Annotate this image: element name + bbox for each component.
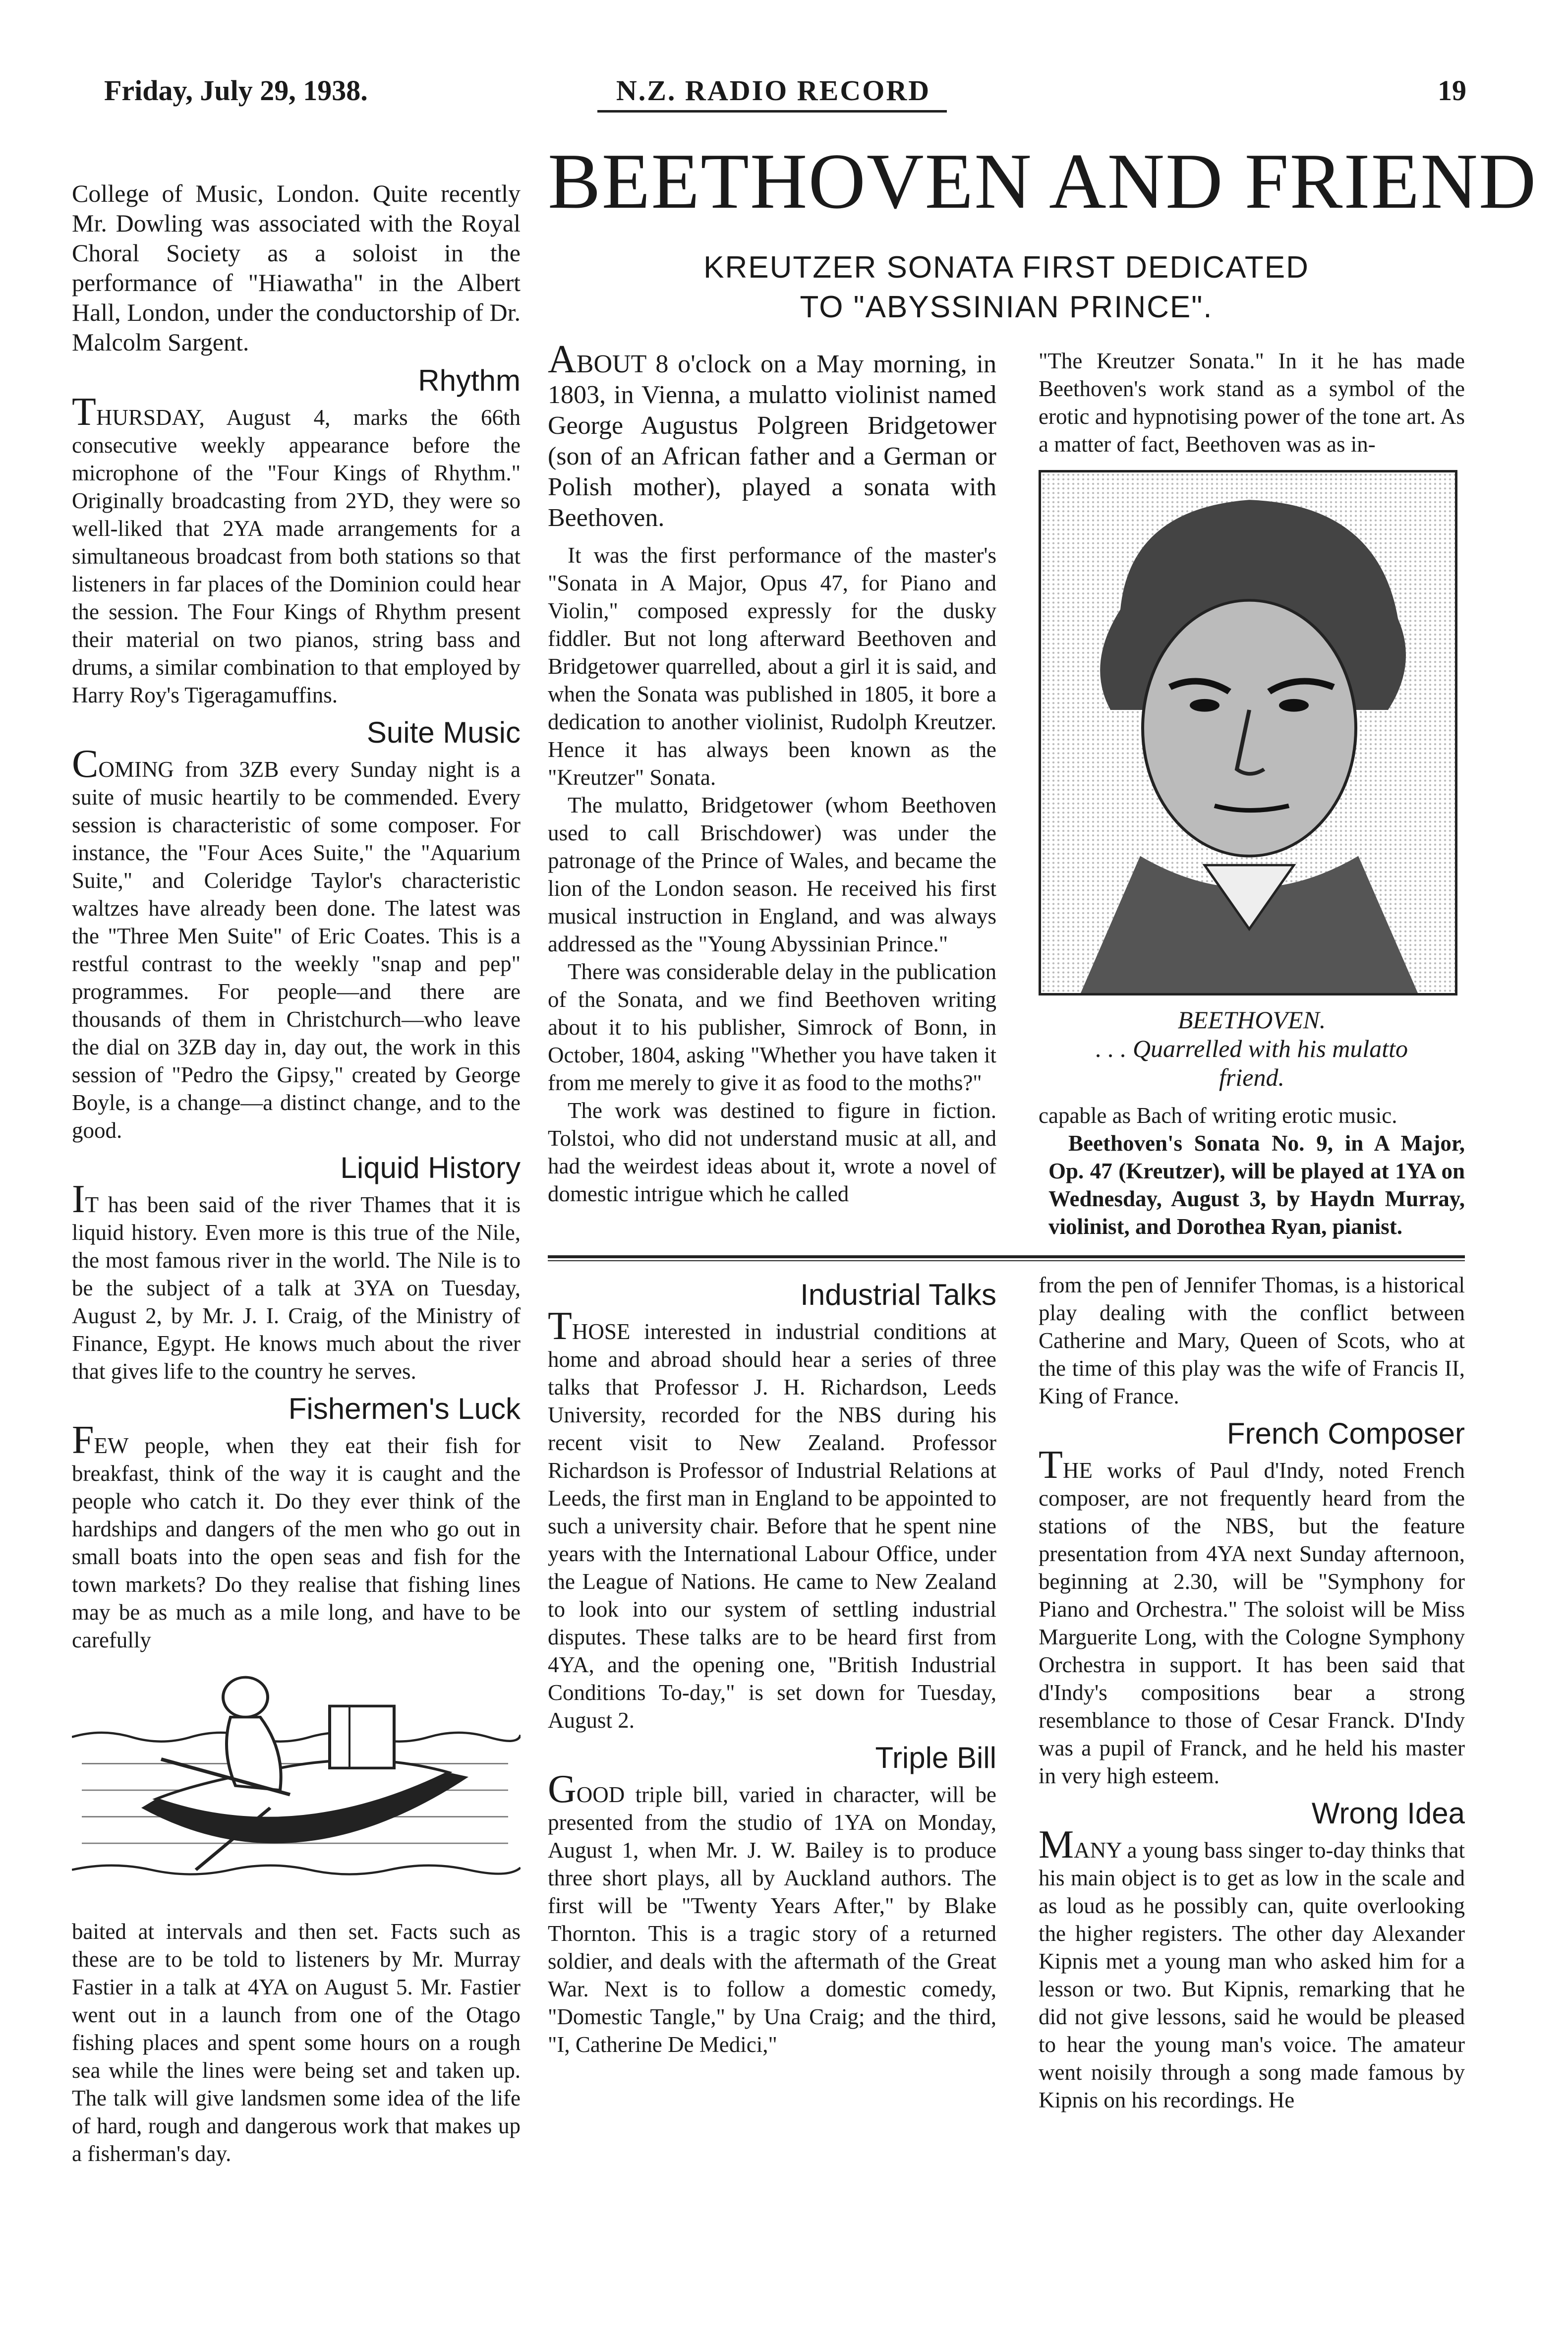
fishermen-body: FEW people, when they eat their fish for breakfast, think of the way it is caught and the people who catch it. Do they ever think of the hardships and dangers of the men who go out in small boats into the open seas and fish for the town markets? Do they realise that fishing lines may be as much as a mile long, and have to be carefully <box>72 1418 521 1652</box>
bottom-column-1 <box>548 1271 996 2058</box>
portrait-caption <box>1039 1005 1465 1092</box>
caption-text: . . . Quarrelled with his mulatto friend. <box>1095 1035 1408 1091</box>
fishermen-body-cont: baited at intervals and then set. Facts such as these are to be told to listeners by Mr. Murray Fastier in a talk at 4YA on August 5. Mr. Fastier went out in a launch from one of the Otago fishing places and spent some hours on a rough sea while the lines were being set and taken up. The talk will give landsmen some idea of the life of hard, rough and dangerous work that makes up a fisherman's day. <box>72 1919 521 2166</box>
feature-paragraph: There was considerable delay in the publication of the Sonata, and we find Beethoven writing about it to his publisher, Simrock of Bonn, in October, 1804, asking "Whether you have taken it from me merely to give it as food to the moths?" <box>548 959 996 1095</box>
liquid-body: IT has been said of the river Thames that it is liquid history. Even more is this true of the Nile, the most famous river in the world. The Nile is to be the subject of a talk at 3YA on Tuesday, August 2, by Mr. J. I. Craig, of the Ministry of Finance, Egypt. He knows much about the river that gives life to the country he serves. <box>72 1177 521 1384</box>
triple-body: GOOD triple bill, varied in character, will be presented from the studio of 1YA on Monday, August 1, when Mr. J. W. Bailey is to produce three short plays, all by Auckland authors. The first will be "Twenty Years After," by Blake Thornton. This is a tragic story of a returned soldier, and deals with the aftermath of the Great War. Next is to follow a domestic comedy, "Domestic Tangle," by Una Craig; and the third, "I, Catherine De Medici," <box>548 1767 996 2057</box>
feature-subtitle-2: TO "ABYSSINIAN PRINCE". <box>800 290 1213 324</box>
right-area <box>548 137 1537 2114</box>
masthead: N.Z. RADIO RECORD <box>616 74 931 107</box>
fisherman-cartoon <box>72 1662 521 1910</box>
heading-wrong-idea: Wrong Idea <box>1311 1797 1465 1830</box>
feature-paragraph: "The Kreutzer Sonata." In it he has made Beethoven's work stand as a symbol of the erotic and hypnotising power of the tone art. As a matter of fact, Beethoven was as in- <box>1039 349 1465 457</box>
feature-paragraph: It was the first performance of the master's "Sonata in A Major, Opus 47, for Piano and Violin," composed expressly for the dusky fiddler. But not long afterward Beethoven and Bridgetower quarrelled, about a girl it is said, and when the Sonata was published in 1805, it bore a dedication to another violinist, Rudolph Kreutzer. Hence it has always been known as the "Kreutzer" Sonata. <box>548 543 996 790</box>
french-body: THE works of Paul d'Indy, noted French composer, are not frequently heard from the stations of the NBS, but the feature presentation from 4YA next Sunday afternoon, beginning at 2.30, will be "Symphony for Piano and Orchestra." The soloist will be Miss Marguerite Long, with the Cologne Symphony Orchestra in support. It has been said that d'Indy's compositions bear a strong resemblance to those of Cesar Franck. D'Indy was a pupil of Franck, and he held his master in very high esteem. <box>1039 1443 1465 1788</box>
wrong-body: MANY a young bass singer to-day thinks that his main object is to get as low in the scale and as loud as he possibly can, quite overlooking the higher registers. The other day Alexander Kipnis met a young man who asked him for a lesson or two. But Kipnis, remarking that he did not give lessons, said he would be pleased to hear the young man's voice. The amateur went noisily through a song made famous by Kipnis on his recordings. He <box>1039 1823 1465 2112</box>
bottom-columns <box>548 1271 1465 2114</box>
heading-fishermens-luck: Fishermen's Luck <box>288 1392 521 1425</box>
heading-rhythm: Rhythm <box>418 364 521 397</box>
heading-french-composer: French Composer <box>1226 1417 1465 1450</box>
section-divider <box>548 1255 1465 1258</box>
caption-name: BEETHOVEN. <box>1177 1006 1326 1034</box>
broadcast-notice: Beethoven's Sonata No. 9, in A Major, Op. 47 (Kreutzer), will be played at 1YA on Wednesday, August 3, by Haydn Murray, violinist, and Dorothea Ryan, pianist. <box>1048 1131 1465 1239</box>
feature-column-2 <box>1039 347 1465 1240</box>
feature-title: BEETHOVEN AND FRIEND <box>548 137 1537 225</box>
feature-paragraph: The mulatto, Bridgetower (whom Beethoven used to call Brischdower) was under the patronage of the Prince of Wales, and became the lion of the London season. He received his first musical instruction in England, and was always addressed as the "Young Abyssinian Prince." <box>548 793 996 956</box>
bottom-column-2 <box>1039 1271 1465 2114</box>
feature-paragraph: The work was destined to figure in fiction. Tolstoi, who did not understand music at all, and had the weirdest ideas about it, wrote a novel of domestic intrigue which he called <box>548 1098 996 1206</box>
feature-subtitle-1: KREUTZER SONATA FIRST DEDICATED <box>703 250 1309 285</box>
page-number: 19 <box>1438 74 1466 107</box>
suite-body: COMING from 3ZB every Sunday night is a suite of music heartily to be commended. Every session is characteristic of some composer. For instance, the "Four Aces Suite," the "Aquarium Suite," and Coleridge Taylor's characteristic waltzes have already been done. The latest was the "Three Men Suite" of Eric Coates. This is a restful contrast to the weekly "snap and pep" programmes. For people—and there are thousands of them in Christchurch—who leave the dial on 3ZB day in, day out, the work in this session of "Pedro the Gipsy," created by George Boyle, is a change—a distinct change, and to the good. <box>72 742 521 1143</box>
feature-lead: ABOUT 8 o'clock on a May morning, in 1803, in Vienna, a mulatto violinist named George Augustus Polgreen Bridgetower (son of an African father and a German or Polish mother), played a sonata with Beethoven. <box>548 338 996 532</box>
heading-triple-bill: Triple Bill <box>875 1741 996 1774</box>
feature-column-1 <box>548 338 996 1208</box>
section-divider-thin <box>548 1260 1465 1261</box>
heading-suite-music: Suite Music <box>366 716 521 749</box>
rhythm-body: THURSDAY, August 4, marks the 66th consecutive weekly appearance before the microphone of the "Four Kings of Rhythm." Originally broadcasting from 2YD, they were so well-liked that 2YA made arrangements for a simultaneous broadcast from both stations so that listeners in far places of the Dominion could hear the session. The Four Kings of Rhythm present their material on two pianos, string bass and drums, a similar combination to that employed by Harry Roy's Tigeragamuffins. <box>72 390 521 707</box>
heading-industrial-talks: Industrial Talks <box>800 1278 996 1311</box>
feature-paragraph: capable as Bach of writing erotic music. <box>1039 1103 1397 1128</box>
heading-liquid-history: Liquid History <box>340 1151 521 1184</box>
issue-date: Friday, July 29, 1938. <box>104 74 368 107</box>
beethoven-portrait <box>1039 470 1457 995</box>
masthead-underline <box>597 110 947 113</box>
intro-text: College of Music, London. Quite recently Mr. Dowling was associated with the Royal Choral Society as a soloist in the performance of "Hiawatha" in the Albert Hall, London, under the conductorship of Dr. Malcolm Sargent. <box>72 179 521 356</box>
triple-body-cont: from the pen of Jennifer Thomas, is a historical play dealing with the conflict between Catherine and Mary, Queen of Scots, who at the time of this play was the wife of Francis II, King of France. <box>1039 1273 1465 1408</box>
left-column <box>72 178 521 2167</box>
feature-columns <box>548 338 1465 1240</box>
industrial-body: THOSE interested in industrial conditions at home and abroad should hear a series of three talks that Professor J. H. Richardson, Leeds University, recorded for the NBS during his recent visit to New Zealand. Professor Richardson is Professor of Industrial Relations at Leeds, the first man in England to be appointed to such a university chair. Before that he spent nine years with the International Labour Office, under the League of Nations. He came to New Zealand to look into our system of settling industrial disputes. These talks are to be heard first from 4YA, and the opening one, "British Industrial Conditions To-day," is set down for Tuesday, August 2. <box>548 1304 996 1733</box>
